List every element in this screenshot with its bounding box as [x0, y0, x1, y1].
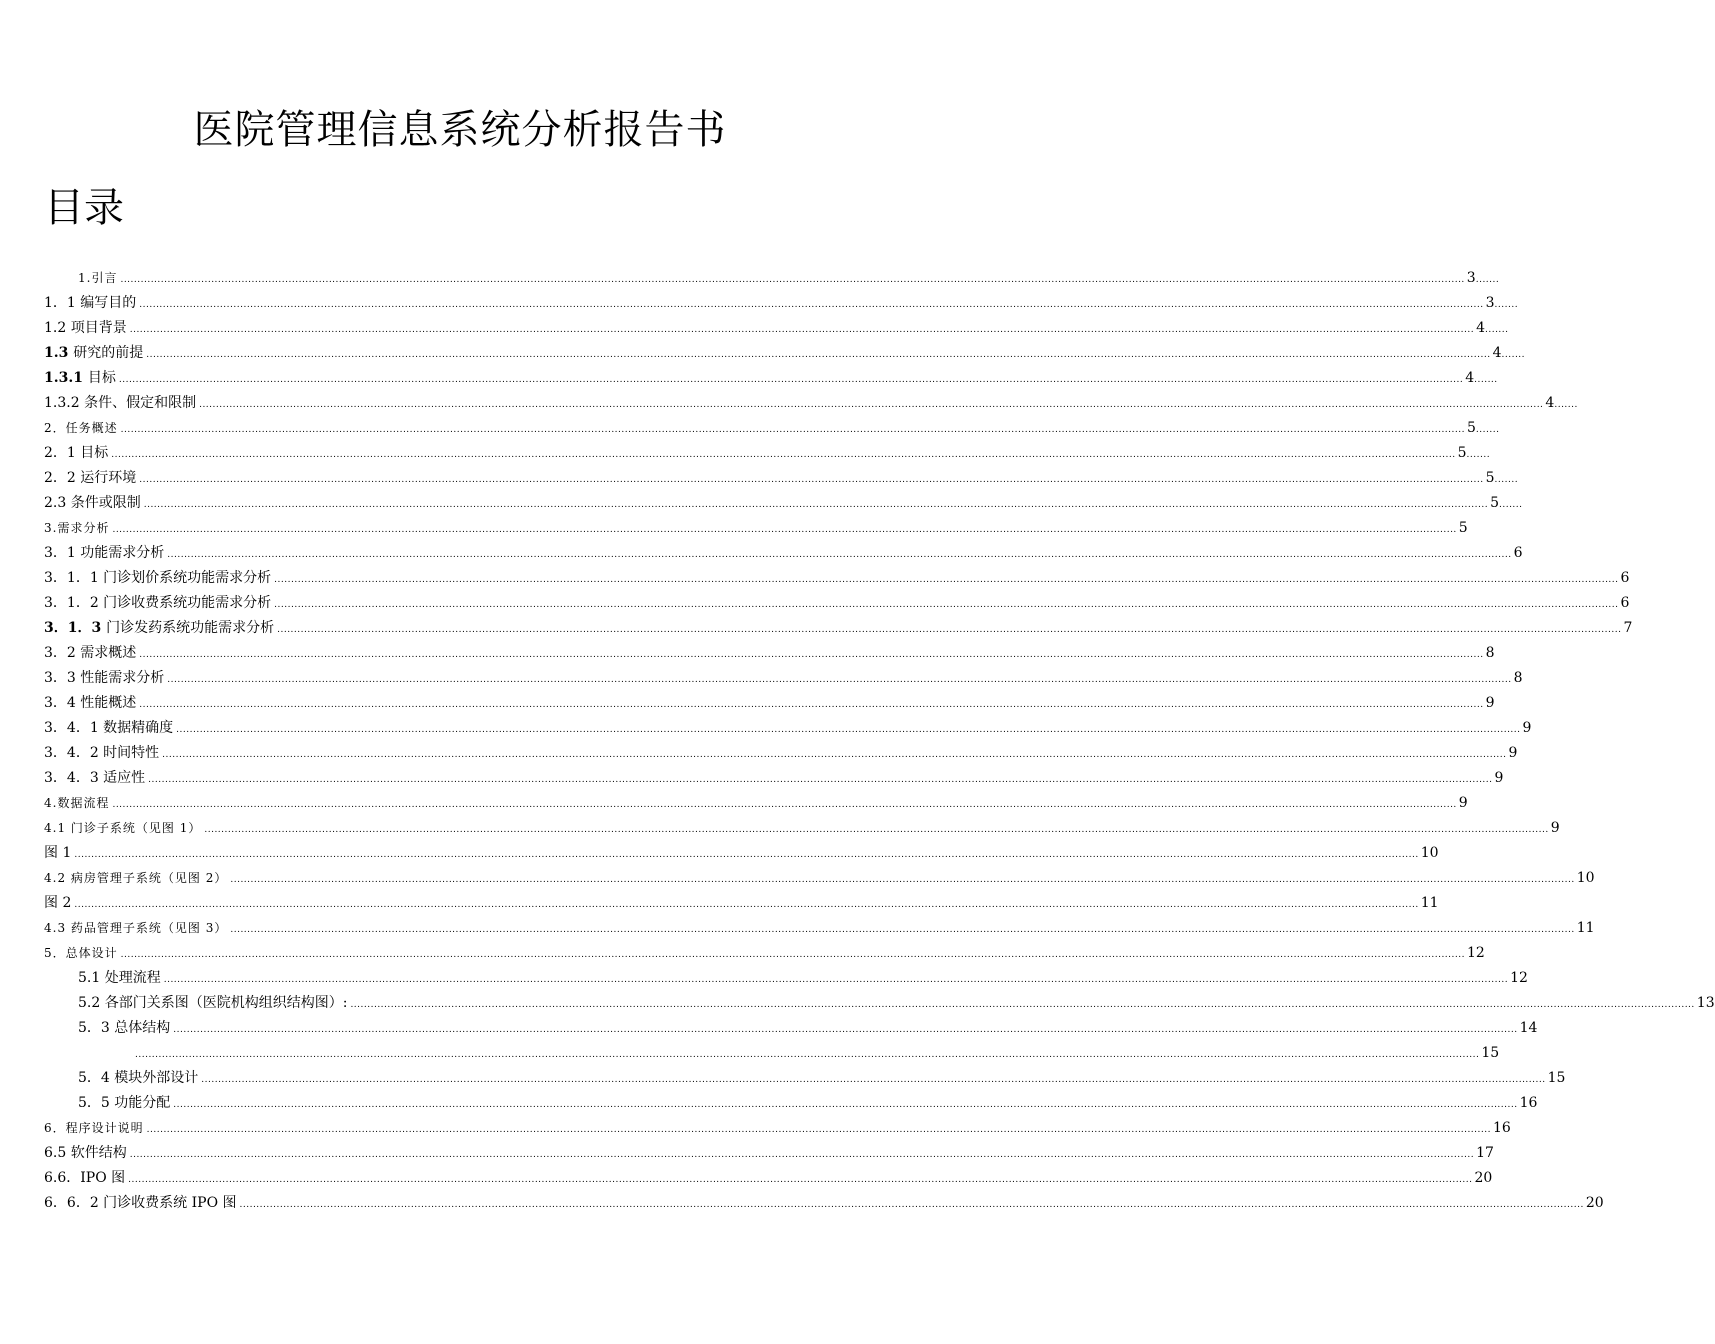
- toc-entry-label: 6．程序设计说明: [44, 1121, 144, 1135]
- toc-entry-label: 6.6．IPO 图: [44, 1170, 126, 1186]
- toc-leader-dots: ................................................................................................................................................................................................................................................................................................................................................................................................................: [173, 1100, 1518, 1110]
- toc-entry-label: 6.5 软件结构: [44, 1145, 127, 1161]
- toc-entry-page: 5: [1457, 445, 1467, 461]
- toc-entry-label: 5．总体设计: [44, 946, 118, 960]
- toc-entry-label: 4.1 门诊子系统（见图 1）: [44, 821, 202, 835]
- toc-entry-page: 9: [1508, 745, 1518, 761]
- toc-entry-label: 3．4 性能概述: [44, 695, 137, 711]
- toc-entry-page: 9: [1494, 770, 1504, 786]
- toc-entry-page: 4: [1492, 345, 1502, 361]
- toc-entry[interactable]: [78, 1091, 1538, 1116]
- toc-entry-label: 4.数据流程: [44, 796, 110, 810]
- toc-entry-label: 2．1 目标: [44, 445, 109, 461]
- toc-entry[interactable]: [78, 966, 1528, 991]
- toc-entry[interactable]: [132, 1041, 1500, 1066]
- toc-leader-dots: ................................................................................................................................................................................................................................................................................................................................................................................................................: [176, 725, 1521, 735]
- toc-entry[interactable]: [44, 316, 1509, 341]
- toc-entry-page: 15: [1547, 1070, 1566, 1086]
- toc-entry-label: 3．4．2 时间特性: [44, 745, 160, 761]
- toc-entry-page: 13: [1696, 995, 1715, 1011]
- toc-entry-page: 12: [1510, 970, 1528, 986]
- toc-leader-dots: ................................................................................................................................................................................................................................................................................................................................................................................................................: [135, 1050, 1480, 1060]
- toc-entry-page: 10: [1420, 845, 1439, 861]
- toc-trailing-dots: .......: [1474, 375, 1498, 385]
- toc-entry[interactable]: [44, 541, 1523, 566]
- toc-entry-label: 3.需求分析: [44, 521, 110, 535]
- toc-leader-dots: ................................................................................................................................................................................................................................................................................................................................................................................................................: [139, 300, 1484, 310]
- toc-entry-page: 5: [1458, 520, 1468, 536]
- toc-trailing-dots: .......: [1494, 300, 1519, 310]
- toc-entry-page: 9: [1458, 795, 1468, 811]
- toc-entry[interactable]: [44, 341, 1526, 366]
- toc-leader-dots: ................................................................................................................................................................................................................................................................................................................................................................................................................: [148, 775, 1493, 785]
- toc-leader-dots: ................................................................................................................................................................................................................................................................................................................................................................................................................: [129, 325, 1475, 335]
- toc-entry-label: 1.3.1 目标: [44, 370, 116, 386]
- toc-entry-page: 17: [1476, 1145, 1494, 1161]
- toc-entry[interactable]: [44, 391, 1578, 416]
- toc-leader-dots: ................................................................................................................................................................................................................................................................................................................................................................................................................: [146, 350, 1491, 360]
- toc-entry[interactable]: [44, 666, 1523, 691]
- toc-entry-label: 1.3 研究的前提: [44, 345, 144, 361]
- toc-entry-page: 12: [1466, 945, 1485, 961]
- toc-entry-page: 9: [1485, 695, 1495, 711]
- toc-entry-label: 3．3 性能需求分析: [44, 670, 165, 686]
- toc-entry[interactable]: [78, 266, 1500, 291]
- document-title: 医院管理信息系统分析报告书: [193, 107, 727, 153]
- toc-entry-label: 3．4．3 适应性: [44, 770, 146, 786]
- toc-leader-dots: ................................................................................................................................................................................................................................................................................................................................................................................................................: [230, 925, 1575, 935]
- toc-entry[interactable]: [44, 791, 1468, 816]
- toc-entry[interactable]: [44, 816, 1560, 841]
- toc-leader-dots: ................................................................................................................................................................................................................................................................................................................................................................................................................: [118, 375, 1464, 385]
- toc-entry[interactable]: [78, 1066, 1566, 1091]
- toc-leader-dots: ................................................................................................................................................................................................................................................................................................................................................................................................................: [173, 1025, 1518, 1035]
- toc-entry-label: 6．6．2 门诊收费系统 IPO 图: [44, 1195, 237, 1211]
- toc-entry-page: 11: [1576, 920, 1595, 936]
- toc-trailing-dots: .......: [1494, 475, 1519, 485]
- toc-entry-page: 10: [1576, 870, 1595, 886]
- toc-entry[interactable]: [44, 416, 1500, 441]
- toc-leader-dots: ................................................................................................................................................................................................................................................................................................................................................................................................................: [143, 500, 1489, 510]
- toc-entry[interactable]: [44, 1191, 1604, 1216]
- toc-entry[interactable]: [44, 841, 1439, 866]
- toc-entry-label: 3．2 需求概述: [44, 645, 137, 661]
- toc-entry-label: 2．任务概述: [44, 421, 118, 435]
- toc-leader-dots: ................................................................................................................................................................................................................................................................................................................................................................................................................: [239, 1200, 1584, 1210]
- toc-entry-page: 6: [1513, 545, 1523, 561]
- toc-entry[interactable]: [44, 491, 1523, 516]
- toc-trailing-dots: .......: [1498, 500, 1523, 510]
- toc-entry-page: 8: [1485, 645, 1495, 661]
- toc-leader-dots: ................................................................................................................................................................................................................................................................................................................................................................................................................: [74, 900, 1419, 910]
- toc-leader-dots: ................................................................................................................................................................................................................................................................................................................................................................................................................: [274, 575, 1619, 585]
- toc-trailing-dots: .......: [1501, 350, 1526, 360]
- toc-entry[interactable]: [44, 716, 1532, 741]
- toc-leader-dots: ................................................................................................................................................................................................................................................................................................................................................................................................................: [112, 525, 1457, 535]
- toc-leader-dots: ................................................................................................................................................................................................................................................................................................................................................................................................................: [163, 975, 1509, 985]
- toc-entry-label: 图 1: [44, 845, 72, 861]
- toc-entry-page: 16: [1492, 1120, 1511, 1136]
- toc-leader-dots: ................................................................................................................................................................................................................................................................................................................................................................................................................: [201, 1075, 1546, 1085]
- toc-entry-label: 2.3 条件或限制: [44, 495, 141, 511]
- toc-entry-page: 4: [1545, 395, 1555, 411]
- toc-leader-dots: ................................................................................................................................................................................................................................................................................................................................................................................................................: [129, 1150, 1475, 1160]
- toc-entry[interactable]: [44, 691, 1495, 716]
- toc-entry-label: 1.引言: [78, 271, 118, 285]
- toc-entry-page: 5: [1466, 420, 1476, 436]
- toc-entry-label: 5．5 功能分配: [78, 1095, 171, 1111]
- toc-trailing-dots: .......: [1475, 275, 1500, 285]
- toc-entry[interactable]: [44, 1166, 1493, 1191]
- toc-entry-label: 2．2 运行环境: [44, 470, 137, 486]
- toc-entry[interactable]: [44, 641, 1495, 666]
- toc-entry-page: 15: [1481, 1045, 1500, 1061]
- toc-entry[interactable]: [44, 1116, 1511, 1141]
- toc-leader-dots: ................................................................................................................................................................................................................................................................................................................................................................................................................: [128, 1175, 1473, 1185]
- toc-entry[interactable]: [44, 891, 1439, 916]
- toc-entry[interactable]: [44, 516, 1468, 541]
- toc-entry-label: 3．1．2 门诊收费系统功能需求分析: [44, 595, 272, 611]
- toc-leader-dots: ................................................................................................................................................................................................................................................................................................................................................................................................................: [120, 950, 1465, 960]
- toc-entry-label: 4.3 药品管理子系统（见图 3）: [44, 921, 228, 935]
- toc-leader-dots: ................................................................................................................................................................................................................................................................................................................................................................................................................: [146, 1125, 1491, 1135]
- toc-entry-label: 5.2 各部门关系图（医院机构组织结构图）:: [78, 995, 348, 1011]
- toc-leader-dots: ................................................................................................................................................................................................................................................................................................................................................................................................................: [274, 600, 1619, 610]
- toc-leader-dots: ................................................................................................................................................................................................................................................................................................................................................................................................................: [162, 750, 1507, 760]
- toc-entry-page: 3: [1466, 270, 1476, 286]
- toc-entry[interactable]: [44, 441, 1491, 466]
- toc-entry-page: 9: [1522, 720, 1532, 736]
- toc-entry[interactable]: [44, 466, 1519, 491]
- toc-leader-dots: ................................................................................................................................................................................................................................................................................................................................................................................................................: [120, 425, 1465, 435]
- toc-leader-dots: ................................................................................................................................................................................................................................................................................................................................................................................................................: [139, 700, 1484, 710]
- toc-entry-page: 3: [1485, 295, 1495, 311]
- toc-leader-dots: ................................................................................................................................................................................................................................................................................................................................................................................................................: [277, 625, 1622, 635]
- toc-entry-page: 6: [1620, 595, 1630, 611]
- toc-entry[interactable]: [44, 741, 1518, 766]
- toc-entry-label: 3．1．3 门诊发药系统功能需求分析: [44, 620, 275, 636]
- toc-entry-page: 20: [1474, 1170, 1493, 1186]
- toc-entry-page: 11: [1420, 895, 1439, 911]
- toc-entry-label: 3．1 功能需求分析: [44, 545, 165, 561]
- toc-leader-dots: ................................................................................................................................................................................................................................................................................................................................................................................................................: [139, 475, 1484, 485]
- toc-entry[interactable]: [44, 766, 1504, 791]
- toc-entry-label: 4.2 病房管理子系统（见图 2）: [44, 871, 228, 885]
- toc-entry-label: 5.1 处理流程: [78, 970, 161, 986]
- toc-entry[interactable]: [44, 616, 1633, 641]
- toc-entry-page: 9: [1550, 820, 1560, 836]
- toc-trailing-dots: .......: [1466, 450, 1491, 460]
- toc-entry-label: 图 2: [44, 895, 72, 911]
- toc-entry[interactable]: [44, 866, 1595, 891]
- toc-entry[interactable]: [44, 941, 1485, 966]
- toc-entry[interactable]: [44, 291, 1519, 316]
- toc-entry-page: 20: [1585, 1195, 1604, 1211]
- toc-leader-dots: ................................................................................................................................................................................................................................................................................................................................................................................................................: [120, 275, 1465, 285]
- toc-trailing-dots: .......: [1554, 400, 1578, 410]
- toc-leader-dots: ................................................................................................................................................................................................................................................................................................................................................................................................................: [350, 1000, 1695, 1010]
- toc-entry-label: 1．1 编写目的: [44, 295, 137, 311]
- toc-entry[interactable]: [44, 1141, 1494, 1166]
- toc-leader-dots: ................................................................................................................................................................................................................................................................................................................................................................................................................: [74, 850, 1419, 860]
- toc-entry-label: 5．4 模块外部设计: [78, 1070, 199, 1086]
- toc-entry-label: 3．4．1 数据精确度: [44, 720, 174, 736]
- toc-leader-dots: ................................................................................................................................................................................................................................................................................................................................................................................................................: [167, 550, 1512, 560]
- toc-entry[interactable]: [78, 991, 1715, 1016]
- toc-entry[interactable]: [44, 916, 1595, 941]
- toc-entry-page: 6: [1620, 570, 1630, 586]
- toc-entry-label: 3．1．1 门诊划价系统功能需求分析: [44, 570, 272, 586]
- toc-trailing-dots: .......: [1484, 325, 1509, 335]
- toc-leader-dots: ................................................................................................................................................................................................................................................................................................................................................................................................................: [139, 650, 1484, 660]
- toc-leader-dots: ................................................................................................................................................................................................................................................................................................................................................................................................................: [230, 875, 1575, 885]
- toc-entry[interactable]: [44, 591, 1630, 616]
- toc-entry-page: 7: [1623, 620, 1633, 636]
- toc-leader-dots: ................................................................................................................................................................................................................................................................................................................................................................................................................: [111, 450, 1456, 460]
- toc-entry-page: 8: [1513, 670, 1523, 686]
- toc-entry-page: 5: [1485, 470, 1495, 486]
- toc-entry-label: 1.2 项目背景: [44, 320, 127, 336]
- toc-entry-label: 5．3 总体结构: [78, 1020, 171, 1036]
- toc-trailing-dots: .......: [1475, 425, 1500, 435]
- toc-entry-page: 4: [1465, 370, 1475, 386]
- toc-leader-dots: ................................................................................................................................................................................................................................................................................................................................................................................................................: [199, 400, 1544, 410]
- toc-entry-page: 16: [1519, 1095, 1538, 1111]
- toc-entry-label: 1.3.2 条件、假定和限制: [44, 395, 197, 411]
- toc-entry[interactable]: [44, 366, 1498, 391]
- toc-heading: 目录: [44, 185, 124, 231]
- toc-leader-dots: ................................................................................................................................................................................................................................................................................................................................................................................................................: [167, 675, 1512, 685]
- toc-entry-page: 4: [1476, 320, 1485, 336]
- toc-leader-dots: ................................................................................................................................................................................................................................................................................................................................................................................................................: [204, 825, 1549, 835]
- toc-entry-page: 14: [1519, 1020, 1538, 1036]
- toc-leader-dots: ................................................................................................................................................................................................................................................................................................................................................................................................................: [112, 800, 1457, 810]
- toc-entry[interactable]: [78, 1016, 1538, 1041]
- toc-entry-page: 5: [1490, 495, 1499, 511]
- toc-entry[interactable]: [44, 566, 1630, 591]
